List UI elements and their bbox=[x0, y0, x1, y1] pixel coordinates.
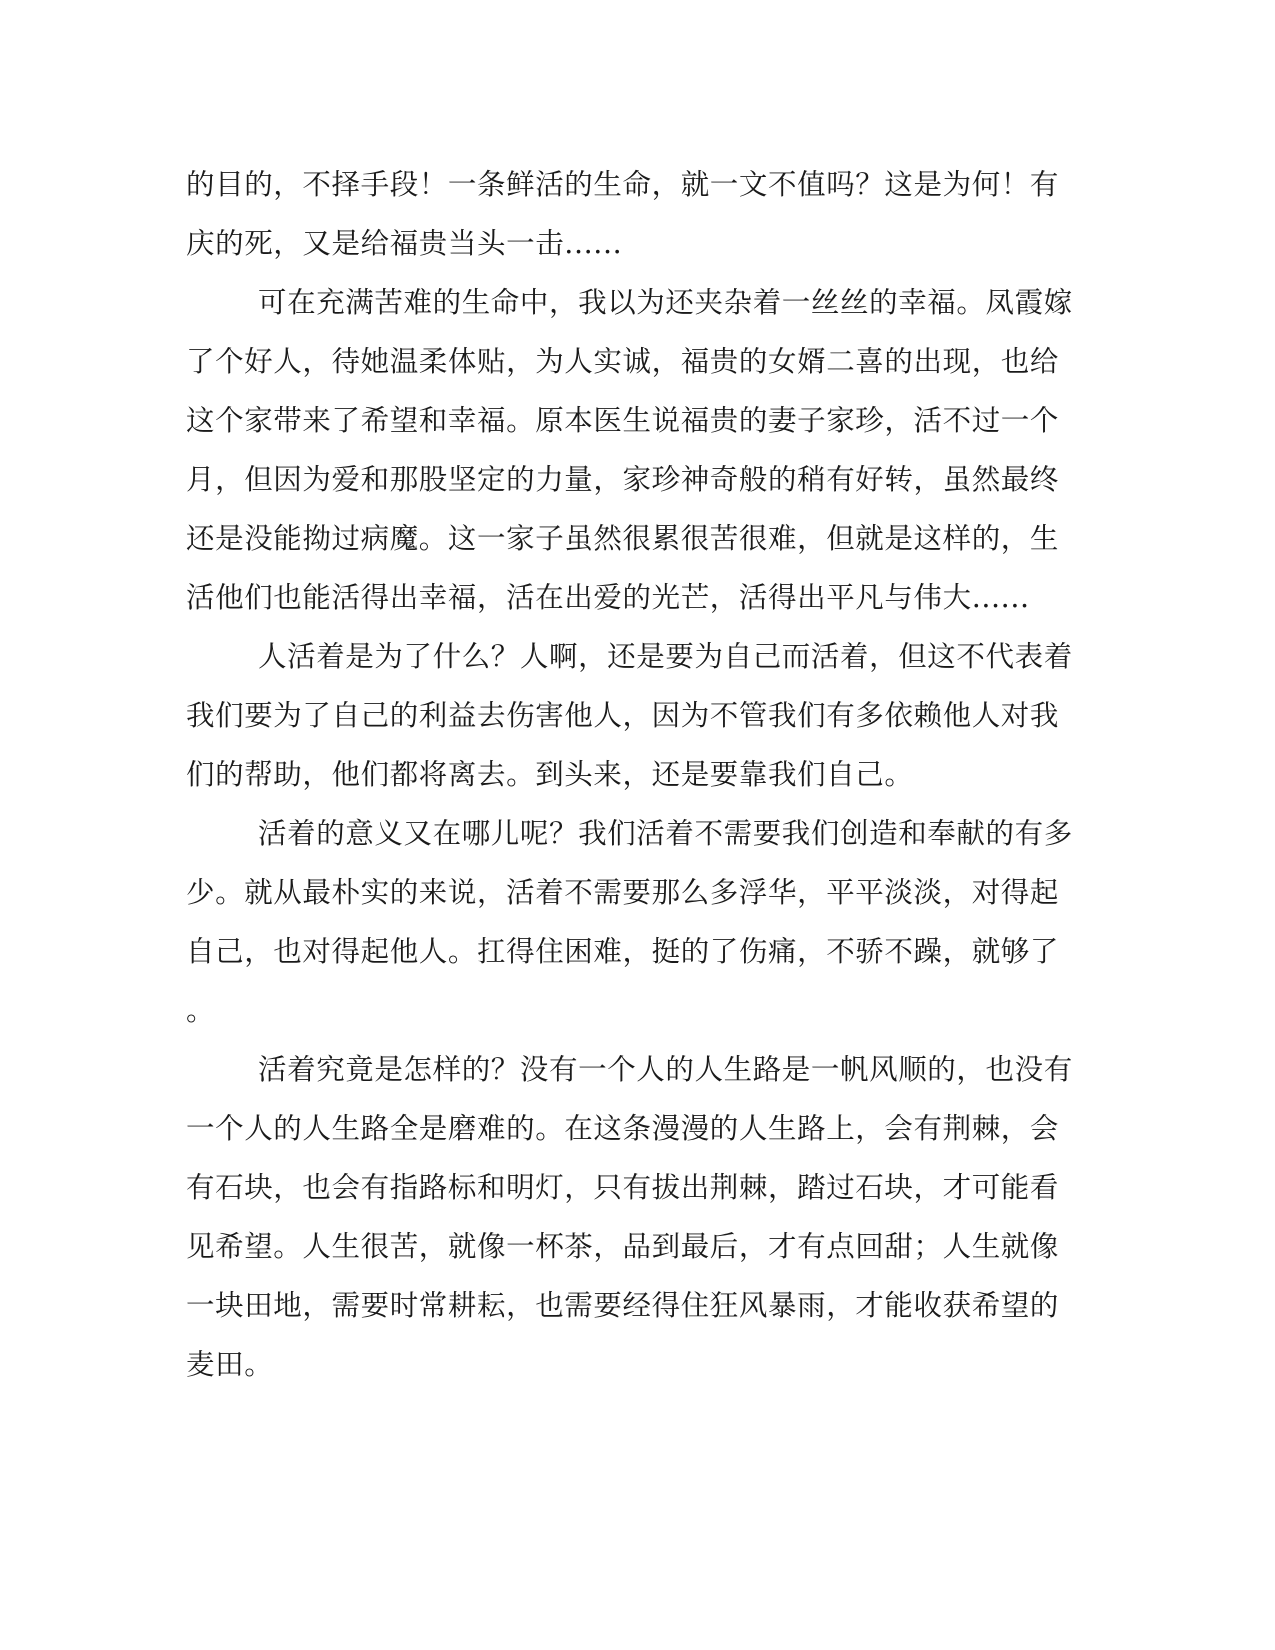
text-line: 。 bbox=[186, 994, 216, 1027]
text-line: 我们要为了自己的利益去伤害他人，因为不管我们有多依赖他人对我 bbox=[186, 699, 1060, 732]
text-line: 庆的死，又是给福贵当头一击...... bbox=[186, 227, 623, 260]
text-line: 还是没能拗过病魔。这一家子虽然很累很苦很难，但就是这样的，生 bbox=[186, 522, 1060, 555]
paragraph-first-line: 活着的意义又在哪儿呢？我们活着不需要我们创造和奉献的有多 bbox=[258, 817, 1073, 850]
text-line: 了个好人，待她温柔体贴，为人实诚，福贵的女婿二喜的出现，也给 bbox=[186, 345, 1060, 378]
text-line: 月，但因为爱和那股坚定的力量，家珍神奇般的稍有好转，虽然最终 bbox=[186, 463, 1060, 496]
text-line: 这个家带来了希望和幸福。原本医生说福贵的妻子家珍，活不过一个 bbox=[186, 404, 1060, 437]
paragraph-first-line: 活着究竟是怎样的？没有一个人的人生路是一帆风顺的，也没有 bbox=[258, 1053, 1073, 1086]
text-line: 自己，也对得起他人。扛得住困难，挺的了伤痛，不骄不躁，就够了 bbox=[186, 935, 1060, 968]
paragraph-first-line: 可在充满苦难的生命中，我以为还夹杂着一丝丝的幸福。凤霞嫁 bbox=[258, 286, 1073, 319]
text-line: 的目的，不择手段！一条鲜活的生命，就一文不值吗？这是为何！有 bbox=[186, 168, 1060, 201]
text-line: 们的帮助，他们都将离去。到头来，还是要靠我们自己。 bbox=[186, 758, 914, 791]
paragraph-first-line: 人活着是为了什么？人啊，还是要为自己而活着，但这不代表着 bbox=[258, 640, 1073, 673]
text-line: 一块田地，需要时常耕耘，也需要经得住狂风暴雨，才能收获希望的 bbox=[186, 1289, 1060, 1322]
text-line: 有石块，也会有指路标和明灯，只有拔出荆棘，踏过石块，才可能看 bbox=[186, 1171, 1060, 1204]
text-line: 麦田。 bbox=[186, 1348, 274, 1381]
text-line: 活他们也能活得出幸福，活在出爱的光芒，活得出平凡与伟大...... bbox=[186, 581, 1030, 614]
text-line: 少。就从最朴实的来说，活着不需要那么多浮华，平平淡淡，对得起 bbox=[186, 876, 1060, 909]
text-line: 一个人的人生路全是磨难的。在这条漫漫的人生路上，会有荆棘，会 bbox=[186, 1112, 1060, 1145]
text-line: 见希望。人生很苦，就像一杯茶，品到最后，才有点回甜；人生就像 bbox=[186, 1230, 1060, 1263]
